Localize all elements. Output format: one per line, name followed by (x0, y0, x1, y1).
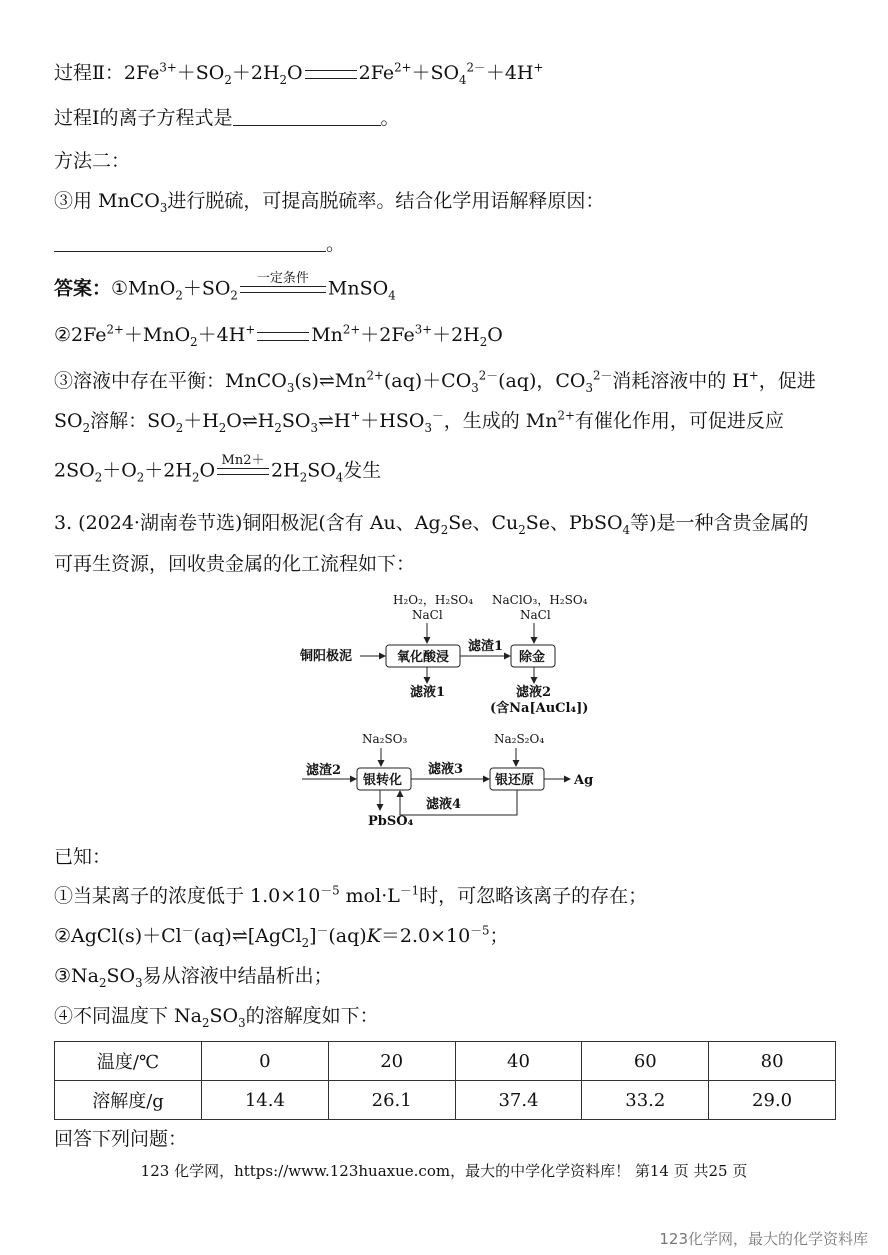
known-1: ①当某离子的浓度低于 $1.0\times 10^{-5}$ $mol\cdot L^{-1}$时，可忽略该离子的存在； (54, 883, 648, 907)
box-oxidative-leach-label: 氧化酸浸 (397, 650, 450, 665)
known-3: $③Na_2SO_3$易从溶液中结晶析出； (54, 965, 333, 990)
answer-3-line1: ③溶液中存在平衡：$MnCO_3(s)\rightleftharpoons Mn^{2+}(aq)+CO_3^{2-}(aq)$，$CO_3^{2-}$消耗溶液中的 H+，促进 (54, 368, 816, 395)
filtrate-3: 滤液3 (428, 762, 464, 777)
box-silver-conversion-label: 银转化 (363, 773, 403, 788)
page-footer: 123 化学网，https://www.123huaxue.com，最大的中学化学资料库！ 第14 页 共25 页 (140, 1162, 748, 1180)
filtrate-1: 滤液1 (410, 685, 446, 700)
table-cell: 29.0 (709, 1081, 836, 1120)
table-cell: 0 (202, 1042, 329, 1081)
table-cell: 80 (709, 1042, 836, 1081)
equals-arrow (257, 332, 309, 341)
known-heading: 已知： (54, 846, 112, 868)
filtrate-4: 滤液4 (426, 797, 462, 812)
answer-3-line2: $SO_2$溶解：$SO_2+H_2O\rightleftharpoons H_2SO_3\rightleftharpoons H^++HSO_3^-$，生成的 $Mn^{2+}$有催化作用，可促进反应 (54, 408, 784, 435)
table-header-cell: 溶解度/g (55, 1081, 202, 1120)
table-row (55, 1042, 836, 1081)
reagent-nacl-2: NaCl (520, 608, 551, 622)
byproduct-pbso4: PbSO₄ (368, 814, 414, 829)
question-3: ③用 MnCO$_3$进行脱硫，可提高脱硫率。结合化学用语解释原因： (54, 190, 605, 215)
problem3-line1: 3. (2024·湖南卷节选)铜阳极泥(含有 Au、$Ag_2Se$、$Cu_2Se$、PbSO$_4$等)是一种含贵金属的 (54, 512, 809, 537)
table-header-cell: 温度/℃ (55, 1042, 202, 1081)
method2-heading: 方法二： (54, 150, 131, 172)
table-row (55, 1081, 836, 1120)
product-ag: Ag (574, 773, 594, 788)
solubility-table (54, 1041, 836, 1120)
answer-blank[interactable] (233, 106, 381, 126)
table-cell: 37.4 (455, 1081, 582, 1120)
question-3-blank: 。 (54, 232, 345, 256)
residue-1: 滤渣1 (468, 639, 504, 654)
reagent-na2so3: Na₂SO₃ (362, 732, 408, 746)
box-gold-removal-label: 除金 (519, 650, 546, 665)
known-4: ④不同温度下 $Na_2SO_3$的溶解度如下： (54, 1005, 379, 1030)
reagent-na2s2o4: Na₂S₂O₄ (494, 732, 545, 746)
filtrate-2-note: (含Na[AuCl₄]) (490, 701, 589, 716)
table-cell: 20 (328, 1042, 455, 1081)
equals-arrow (305, 70, 357, 79)
feed-residue-2: 滤渣2 (306, 763, 342, 778)
table-cell: 60 (582, 1042, 709, 1081)
process-flow-diagram (290, 588, 600, 833)
table-cell: 14.4 (202, 1081, 329, 1120)
closing-text: 回答下列问题： (54, 1128, 188, 1150)
box-silver-reduction-label: 银还原 (495, 773, 535, 788)
reagent-nacl-1: NaCl (412, 608, 443, 622)
table-cell: 40 (455, 1042, 582, 1081)
process2-equation: 过程Ⅱ：$2Fe^{3+}+SO_2+2H_2O$ $2Fe^{2+}+SO_4^{2-}+4H^+$ (54, 60, 544, 87)
answer-2: $②2Fe^{2+}+MnO_2+4H^+$ $Mn^{2+}+2Fe^{3+}+2H_2O$ (54, 322, 503, 349)
process1-question: 过程Ⅰ的离子方程式是 。 (54, 107, 400, 129)
table-cell: 26.1 (328, 1081, 455, 1120)
watermark: 123化学网，最大的化学资料库 (659, 1230, 868, 1248)
feed-anode-slime: 铜阳极泥 (300, 649, 353, 664)
reagent-naclo3: NaClO₃，H₂SO₄ (492, 593, 588, 607)
answer-1: 答案：$①MnO_2+SO_2$ 一定条件 MnSO$_4$ (54, 272, 396, 307)
problem3-line2: 可再生资源，回收贵金属的化工流程如下： (54, 553, 416, 575)
table-cell: 33.2 (582, 1081, 709, 1120)
known-2: $②AgCl(s)+Cl^-(aq)\rightleftharpoons[AgCl_2]^-(aq)K=2.0\times 10^{-5}$； (54, 923, 509, 950)
filtrate-2: 滤液2 (516, 685, 552, 700)
catalyst-arrow: Mn2＋ (217, 454, 269, 489)
answer-blank[interactable] (54, 232, 326, 252)
answer-3-line3: $2SO_2+O_2+2H_2O$ Mn2＋ $2H_2SO_4$发生 (54, 454, 381, 489)
condition-arrow: 一定条件 (240, 272, 326, 307)
reagent-h2o2: H₂O₂，H₂SO₄ (393, 593, 474, 607)
